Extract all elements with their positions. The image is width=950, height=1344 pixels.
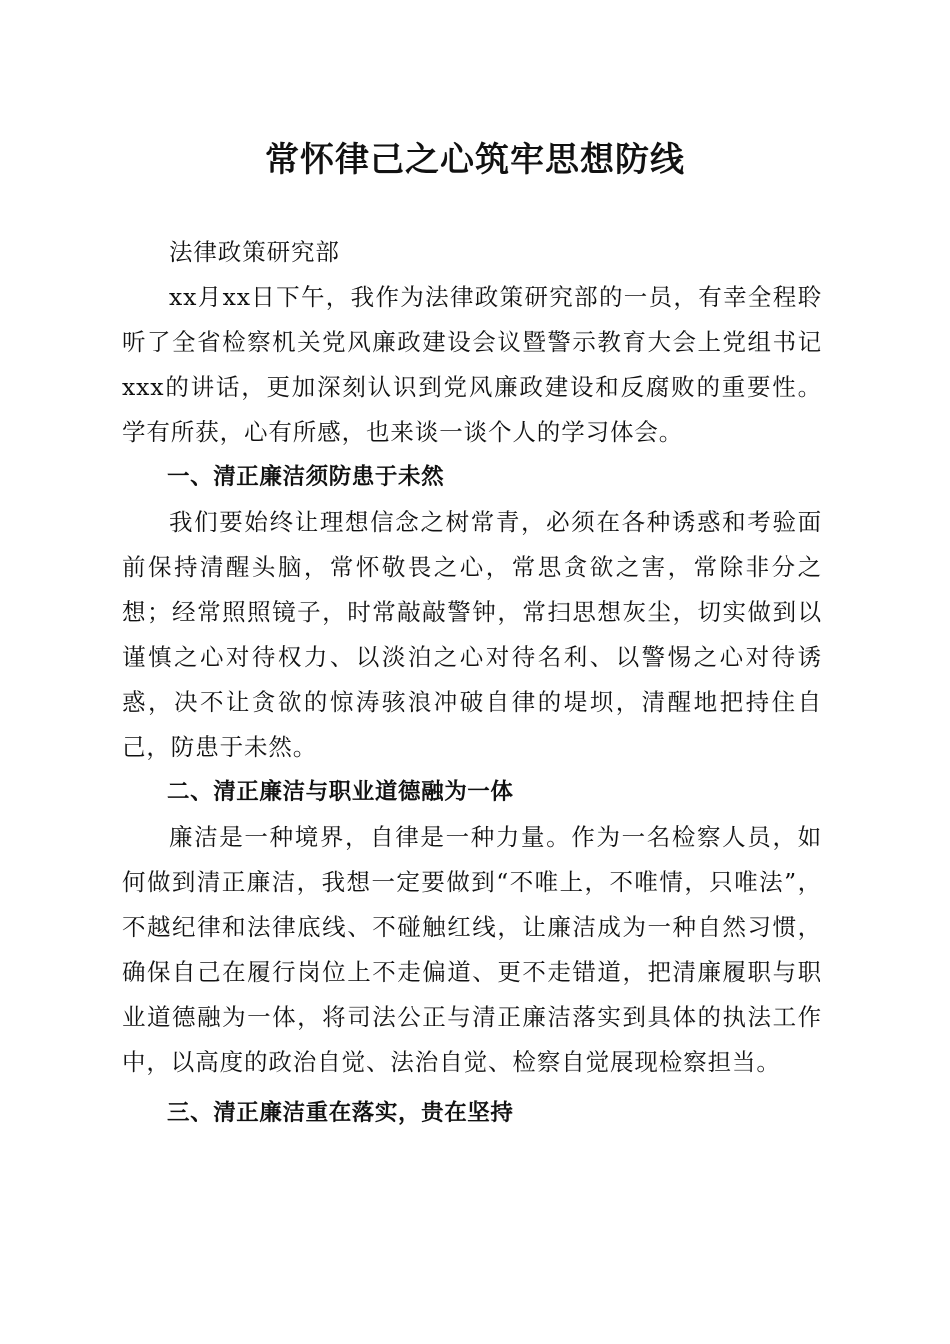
- section-paragraph: 廉洁是一种境界，自律是一种力量。作为一名检察人员，如何做到清正廉洁，我想一定要做到“不唯上，不唯情，只唯法”，不越纪律和法律底线、不碰触红线，让廉洁成为一种自然习惯，确保自己在履行岗位上不走偏道、更不走错道，把清廉履职与职业道德融为一体，将司法公正与清正廉洁落实到具体的执法工作中，以高度的政治自觉、法治自觉、检察自觉展现检察担当。: [122, 823, 822, 1076]
- section-heading: 一、清正廉洁须防患于未然: [167, 464, 445, 490]
- intro-paragraph: xx月xx日下午，我作为法律政策研究部的一员，有幸全程聆听了全省检察机关党风廉政建设会议暨警示教育大会上党组书记xxx的讲话，更加深刻认识到党风廉政建设和反腐败的重要性。学有所获，心有所感，也来谈一谈个人的学习体会。: [122, 283, 822, 446]
- section-heading: 三、清正廉洁重在落实，贵在坚持: [167, 1100, 514, 1126]
- author-department: 法律政策研究部: [169, 238, 340, 266]
- section-heading: 二、清正廉洁与职业道德融为一体: [167, 779, 514, 805]
- section-paragraph: 我们要始终让理想信念之树常青，必须在各种诱惑和考验面前保持清醒头脑，常怀敬畏之心，常思贪欲之害，常除非分之想；经常照照镜子，时常敲敲警钟，常扫思想灰尘，切实做到以谨慎之心对待权力、以淡泊之心对待名利、以警惕之心对待诱惑，决不让贪欲的惊涛骇浪冲破自律的堤坝，清醒地把持住自己，防患于未然。: [122, 508, 822, 761]
- document-title: 常怀律己之心筑牢思想防线: [265, 140, 685, 180]
- document-body: [122, 230, 822, 1136]
